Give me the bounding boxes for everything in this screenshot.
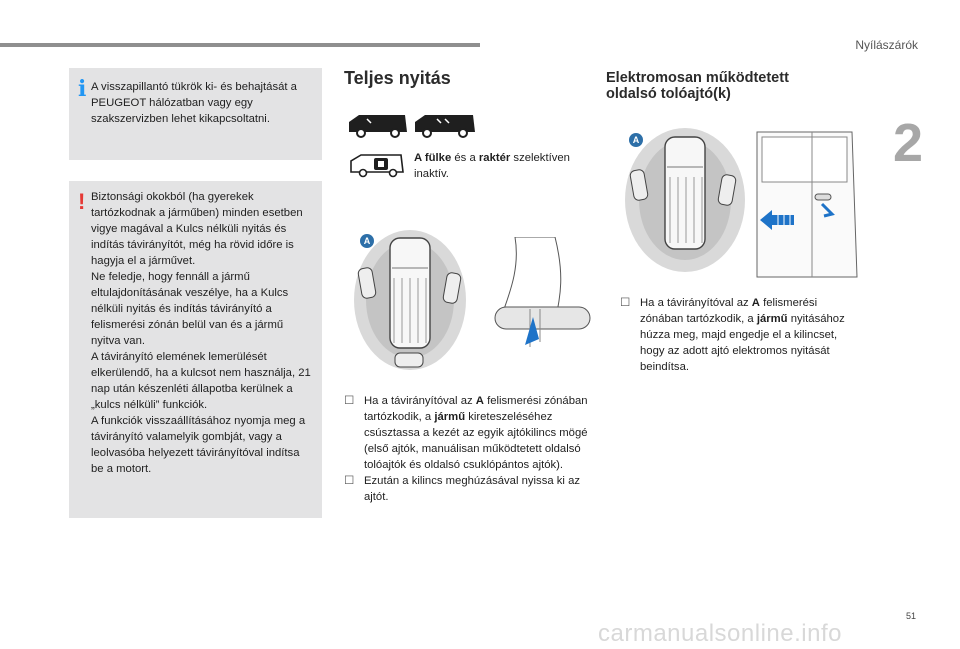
zone-badge-a-2: A (629, 133, 643, 147)
van-lock-icon (349, 152, 405, 178)
warning-text: Biztonsági okokból (ha gyerekek tartózkodnak a járműben) minden esetben vigye magával a Kulcs nélküli nyitás és indítás távirányítót, még ha rövid időre is hagyja el a járművet. Ne feledje, hogy fennáll a jármű eltulajdonításának veszélye, ha a Kulcs nélküli nyitás és indítás távirányító a felismerési zónán belül van és a jármű nyitva van. A távirányító elemének lemerülését elkerülendő, ha a kulcsot nem használja, 21 nap után készenléti állapotba kerülnek a „kulcs nélküli” funkciók. A funkciók visszaállításához nyomja meg a távirányító valamelyik gombját, vagy a leolvasóba helyezett távirányítóval indítsa be a motort. (91, 191, 311, 475)
sliding-door-diagram (752, 122, 862, 282)
electric-door-steps (620, 295, 850, 375)
header-rule (0, 43, 480, 47)
info-box (69, 68, 322, 160)
bullet-icon: ☐ (344, 395, 355, 407)
section-title: Nyílászárók (855, 38, 918, 52)
electric-door-title: Elektromosan működtetett oldalsó tolóajtó(k) (606, 70, 789, 102)
info-text: A visszapillantó tükrök ki- és behajtását a PEUGEOT hálózatban vagy egy szakszervizben lehet kikapcsoltatni. (91, 81, 297, 125)
detection-zone-diagram-2 (620, 125, 750, 275)
watermark: carmanualsonline.info (598, 620, 842, 647)
list-item: ☐ Ha a távirányítóval az A felismerési zónában tartózkodik, a jármű kireteszeléséhez csúsztassa a kezét az egyik ajtókilincs mögé (első ajtók, manuálisan működtetett oldalsó tolóajtók és oldalsó csuklópántos ajtók). (344, 395, 588, 471)
zone-badge-a: A (360, 234, 374, 248)
bullet-icon: ☐ (344, 475, 355, 487)
list-item: ☐ Ha a távirányítóval az A felismerési zónában tartózkodik, a jármű nyitásához húzza meg, majd engedje el a kilincset, hogy az adott ajtó elektromos nyitását beindítsa. (620, 297, 845, 373)
status-text: A fülke és a raktér szelektíven inaktív. (414, 152, 570, 180)
van-silhouettes-icon (347, 112, 477, 138)
warning-box (69, 181, 322, 518)
chapter-number: 2 (893, 113, 924, 173)
detection-zone-diagram (350, 228, 470, 378)
hand-handle-diagram (485, 237, 595, 362)
full-opening-title: Teljes nyitás (344, 68, 451, 88)
info-icon: i (78, 76, 87, 102)
list-item: ☐ Ezután a kilincs meghúzásával nyissa ki az ajtót. (344, 475, 580, 503)
full-opening-steps (344, 393, 606, 505)
page-number: 51 (905, 611, 916, 621)
warning-icon: ! (78, 189, 86, 214)
bullet-icon: ☐ (620, 297, 631, 309)
